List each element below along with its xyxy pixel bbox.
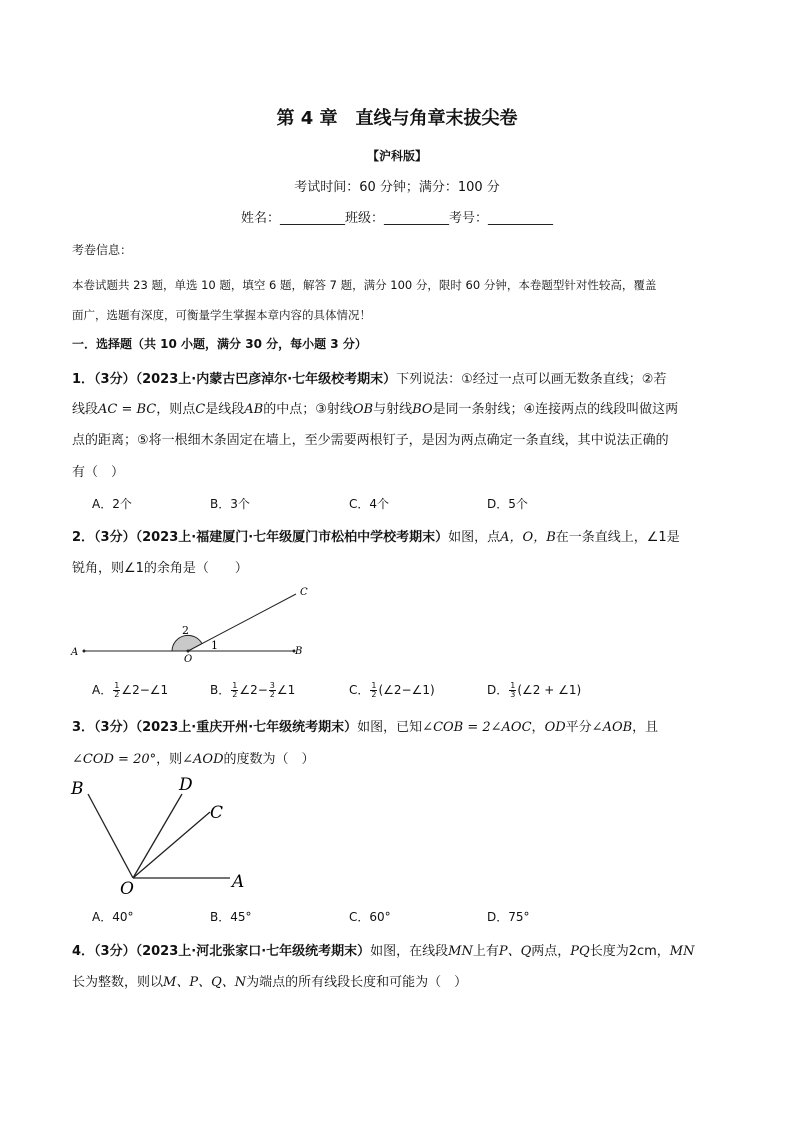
label-b: B	[295, 646, 303, 657]
q4-line-1	[72, 940, 694, 959]
edition-label: 【沪科版】	[366, 149, 427, 163]
q4-math: M、P、Q、N	[163, 975, 247, 990]
q1-line-4: 有（ ）	[72, 465, 125, 480]
option-expr: ∠2−	[239, 683, 268, 697]
info-line-2: 面广，选题有深度，可衡量学生掌握本章内容的具体情况！	[72, 308, 371, 322]
q3-figure	[66, 772, 266, 900]
fraction-den: 2	[371, 690, 377, 699]
name-class-id-row: 姓名：__________班级：__________考号：__________	[240, 211, 553, 226]
fraction-den: 2	[114, 690, 120, 699]
fraction	[509, 682, 516, 699]
fraction-num: 1	[371, 681, 377, 690]
q3-source: （3分）（2023上·重庆开州·七年级统考期末）	[94, 720, 358, 735]
q1-text: 与射线	[373, 402, 413, 417]
label-o: O	[184, 654, 193, 665]
q3-math: ∠COD = 20°	[72, 752, 157, 767]
q1-option-d: D．5个	[487, 497, 528, 511]
fraction-num: 1	[114, 681, 120, 690]
q1-option-c: C．4个	[349, 497, 390, 511]
q3-text: 平分	[565, 720, 592, 735]
q2-source: （3分）（2023上·福建厦门·七年级厦门市松柏中学校考期末）	[94, 530, 449, 545]
q3-text: ，	[531, 720, 545, 735]
option-expr: (∠2 + ∠1)	[517, 683, 582, 697]
q1-math: AC = BC	[98, 402, 157, 417]
point-a	[83, 650, 86, 653]
point-o	[187, 650, 190, 653]
fraction	[113, 682, 120, 699]
label-angle-2: 2	[182, 624, 189, 637]
fraction-num: 1	[510, 681, 516, 690]
q3-text: ，则	[156, 752, 183, 767]
q1-line-2	[72, 398, 678, 417]
fraction-den: 2	[269, 690, 275, 699]
option-letter: D．	[487, 683, 509, 697]
q4-text: 长为整数，则以	[72, 975, 164, 990]
q4-line-2	[72, 971, 467, 990]
q1-text: 线段	[72, 402, 99, 417]
q1-source: （3分）（2023上·内蒙古巴彦淖尔·七年级校考期末）	[94, 372, 397, 387]
q1-math: AB	[244, 402, 264, 417]
q1-text: ，则点	[156, 402, 196, 417]
q4-math: PQ	[570, 944, 590, 959]
section-heading: 一．选择题（共 10 小题，满分 30 分，每小题 3 分）	[72, 337, 367, 351]
q2-figure	[68, 580, 318, 665]
fraction-den: 2	[232, 690, 238, 699]
q3-math: ∠AOD	[182, 752, 224, 767]
q3-math: ∠AOB	[591, 720, 633, 735]
q4-text: 长度为2cm，	[589, 944, 670, 959]
fraction-num: 1	[232, 681, 238, 690]
q2-text: 如图，点	[448, 530, 501, 545]
q1-math: OB	[352, 402, 374, 417]
q3-text: ，且	[632, 720, 659, 735]
q3-option-b: B．45°	[210, 910, 252, 924]
label-a: A	[71, 647, 79, 658]
q3-math: OD	[544, 720, 566, 735]
q1-text: 是同一条射线；④连接两点的线段叫做这两	[432, 402, 679, 417]
fraction	[370, 682, 377, 699]
label-b: B	[71, 779, 84, 799]
q3-line-2	[72, 748, 315, 767]
angle-2-arc	[172, 635, 202, 651]
q3-text: 如图，已知	[357, 720, 423, 735]
info-title: 考卷信息：	[72, 243, 133, 257]
q2-option-a	[92, 681, 168, 699]
option-letter: A．	[92, 683, 113, 697]
ray-ob	[88, 794, 133, 878]
q1-line-1	[72, 368, 666, 387]
q3-text: 的度数为（ ）	[223, 752, 315, 767]
q3-number: 3．	[72, 720, 95, 735]
fraction-num: 3	[269, 681, 275, 690]
label-o: O	[120, 879, 134, 899]
q1-text: 下列说法：①经过一点可以画无数条直线；②若	[396, 372, 667, 387]
q2-text: 在一条直线上，∠1是	[555, 530, 680, 545]
page-title: 第 4 章 直线与角章末拔尖卷	[276, 108, 518, 129]
q4-text: 两点，	[531, 944, 571, 959]
info-line-1: 本卷试题共 23 题，单选 10 题，填空 6 题，解答 7 题，满分 100 分，限时 60 分钟，本卷题型针对性较高，覆盖	[72, 278, 657, 292]
option-letter: B．	[210, 683, 231, 697]
q4-math: MN	[669, 944, 695, 959]
q3-option-d: D．75°	[487, 910, 530, 924]
fraction	[231, 682, 238, 699]
option-expr: ∠1	[276, 683, 296, 697]
info-text	[72, 270, 722, 330]
q1-number: 1．	[72, 372, 95, 387]
q3-option-c: C．60°	[349, 910, 391, 924]
q1-math: C	[195, 402, 206, 417]
q1-text: 的中点；③射线	[263, 402, 353, 417]
label-a: A	[232, 872, 245, 892]
q2-line-1	[72, 526, 680, 545]
q1-text: 是线段	[205, 402, 245, 417]
q1-option-a: A．2个	[92, 497, 132, 511]
q1-math: BO	[412, 402, 433, 417]
ray-oc	[188, 594, 296, 651]
exam-time: 考试时间：60 分钟；满分：100 分	[294, 180, 500, 195]
q4-text: 上有	[472, 944, 499, 959]
q2-option-d	[487, 681, 581, 699]
option-expr: (∠2−∠1)	[378, 683, 435, 697]
ray-od	[133, 794, 182, 878]
option-expr: ∠2−∠1	[121, 683, 169, 697]
q1-option-b: B．3个	[210, 497, 250, 511]
q4-text: 如图，在线段	[370, 944, 449, 959]
q2-option-c	[349, 681, 435, 699]
q4-number: 4．	[72, 944, 95, 959]
label-angle-1: 1	[211, 639, 218, 652]
option-letter: C．	[349, 683, 370, 697]
q2-number: 2．	[72, 530, 95, 545]
fraction-den: 3	[510, 690, 516, 699]
q2-option-b	[210, 681, 295, 699]
label-c: C	[210, 803, 224, 823]
label-d: D	[179, 775, 193, 795]
q4-text: 为端点的所有线段长度和可能为（ ）	[246, 975, 468, 990]
q4-math: P、Q	[498, 944, 532, 959]
fraction	[269, 682, 276, 699]
q3-line-1	[72, 716, 658, 735]
q2-line-2: 锐角，则∠1的余角是（ ）	[72, 561, 248, 576]
label-c: C	[300, 587, 308, 598]
q4-math: MN	[448, 944, 473, 959]
q4-source: （3分）（2023上·河北张家口·七年级统考期末）	[94, 944, 371, 959]
q3-option-a: A．40°	[92, 910, 134, 924]
ray-oc	[133, 812, 210, 878]
q3-math: ∠COB = 2∠AOC	[422, 720, 532, 735]
q1-line-3: 点的距离；⑤将一根细木条固定在墙上，至少需要两根钉子，是因为两点确定一条直线，其中说法正确的	[72, 433, 669, 448]
q2-math: A，O，B	[500, 530, 556, 545]
